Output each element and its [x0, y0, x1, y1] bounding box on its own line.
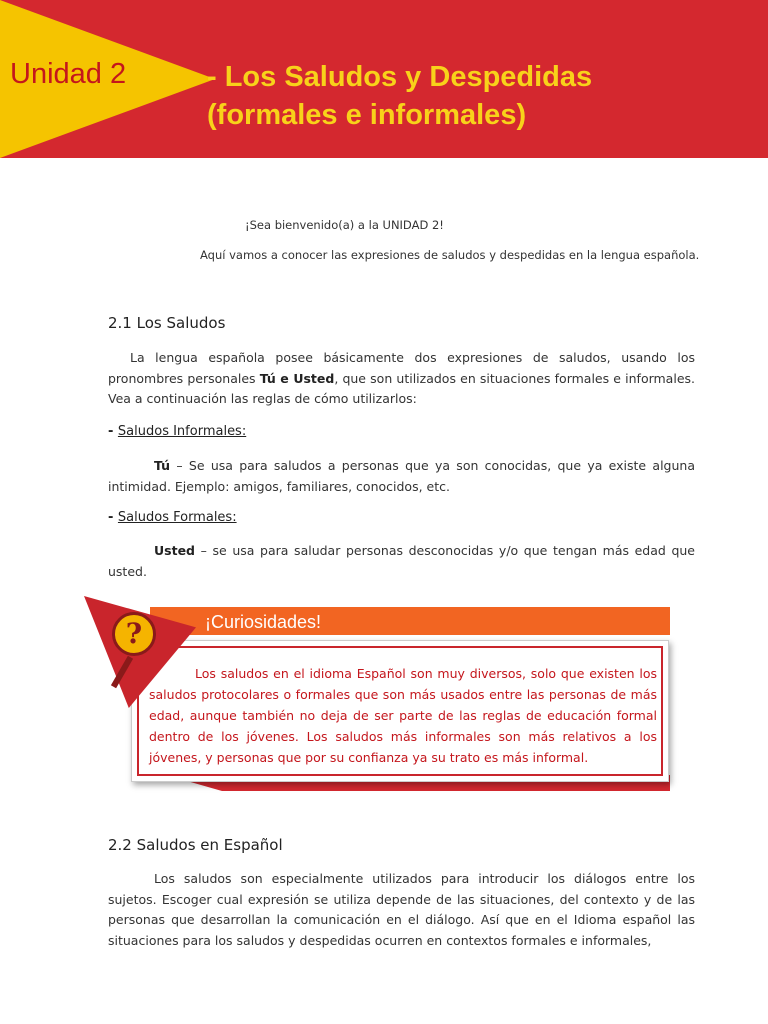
page-title [207, 58, 592, 134]
curiosidades-text: Los saludos en el idioma Español son muy diversos, solo que existen los saludos protocolares o formales que son más usados entre las personas de más edad, aunque también no deja de ser parte de las reglas de educación formal dentro de los jóvenes. Los saludos más informales son más relativos a los jóvenes, y personas que por su confianza ya su trato es más informal. [149, 666, 657, 765]
informal-heading [108, 424, 246, 439]
para-end: , que son utilizados en situaciones formales e informales. Vea a continuación las reglas de cómo utilizarlos: [108, 370, 695, 406]
unit-label: Unidad 2 [10, 58, 127, 90]
title-line-1: - Los Saludos y Despedidas [207, 61, 593, 93]
informal-label: Saludos Informales: [117, 424, 247, 439]
para-bold: Tú e Usted [259, 370, 335, 386]
tu-text: – Se usa para saludos a personas que ya son conocidas, que ya existe alguna intimidad. Ejemplo: amigos, familiares, conocidos, etc. [108, 458, 695, 494]
header-banner [0, 0, 768, 158]
tu-paragraph [108, 456, 695, 497]
tu-word: Tú [154, 458, 171, 473]
usted-text: – se usa para saludar personas desconocidas y/o que tengan más edad que usted. [108, 543, 695, 579]
formal-dash: - [108, 510, 118, 525]
informal-dash: - [108, 424, 118, 439]
question-magnifier-icon: ? [112, 612, 156, 656]
welcome-text: ¡Sea bienvenido(a) a la UNIDAD 2! [245, 218, 444, 232]
section-heading-saludos: 2.1 Los Saludos [108, 314, 226, 332]
usted-paragraph [108, 541, 695, 582]
espanol-paragraph: Los saludos son especialmente utilizados para introducir los diálogos entre los sujetos. Escoger cual expresión se utiliza depende de las situaciones, del contexto y de las personas que desarrollan la comunicación en el diálogo. Así que en el Idioma español las situaciones para los saludos y despedidas ocurren en contextos formales e informales, [108, 871, 695, 948]
formal-label: Saludos Formales: [117, 510, 237, 525]
para-start: La lengua española posee básicamente dos expresiones de saludos, usando los pronombres personales [108, 350, 695, 386]
title-line-2: (formales e informales) [207, 99, 527, 131]
section-heading-espanol: 2.2 Saludos en Español [108, 836, 283, 854]
intro-text: Aquí vamos a conocer las expresiones de saludos y despedidas en la lengua española. [200, 248, 700, 262]
curiosidades-title: ¡Curiosidades! [205, 612, 322, 632]
usted-word: Usted [154, 543, 195, 558]
saludos-paragraph [108, 348, 695, 410]
formal-heading [108, 510, 237, 525]
